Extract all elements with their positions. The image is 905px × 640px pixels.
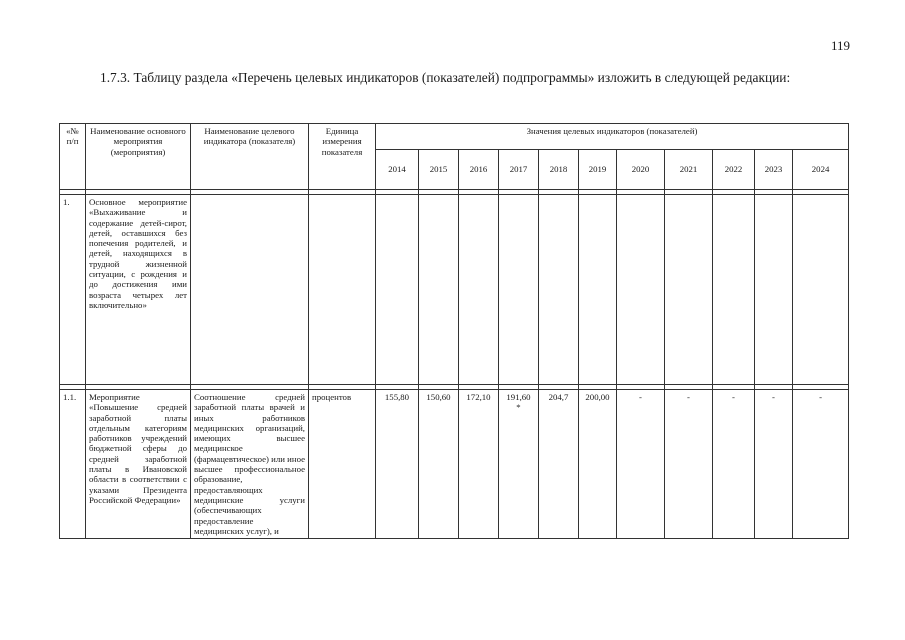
- row-num: 1.1.: [60, 390, 86, 539]
- row-value: [499, 195, 539, 385]
- indicators-table: [59, 123, 849, 539]
- row-event: Мероприятие «Повышение средней заработной платы отдельным категориям работников учреждений бюджетной сферы до средней заработной платы в Ивановской области в соответствии с указами Президента Российской Федерации»: [86, 390, 191, 539]
- row-value: [459, 195, 499, 385]
- header-year: 2020: [617, 150, 665, 190]
- row-value: 150,60: [419, 390, 459, 539]
- row-value: -: [665, 390, 713, 539]
- header-year: 2024: [793, 150, 849, 190]
- row-value: 204,7: [539, 390, 579, 539]
- row-value: [713, 195, 755, 385]
- header-year: 2017: [499, 150, 539, 190]
- row-unit: [309, 195, 376, 385]
- row-num: 1.: [60, 195, 86, 385]
- row-value: [665, 195, 713, 385]
- row-indicator: [191, 195, 309, 385]
- row-value: [376, 195, 419, 385]
- row-value: [419, 195, 459, 385]
- row-value: 191,60 *: [499, 390, 539, 539]
- row-value: [755, 195, 793, 385]
- header-year: 2019: [579, 150, 617, 190]
- row-value: 172,10: [459, 390, 499, 539]
- page-number: 119: [830, 38, 850, 53]
- row-value: [793, 195, 849, 385]
- table-row: [60, 195, 849, 385]
- header-unit: Единица измерения показателя: [309, 124, 376, 190]
- row-value: 155,80: [376, 390, 419, 539]
- row-unit: процентов: [309, 390, 376, 539]
- header-year: 2021: [665, 150, 713, 190]
- header-values-group: Значения целевых индикаторов (показателей): [376, 124, 849, 150]
- header-indicator: Наименование целевого индикатора (показателя): [191, 124, 309, 190]
- header-year: 2023: [755, 150, 793, 190]
- row-value: [539, 195, 579, 385]
- table-row: [60, 390, 849, 539]
- intro-paragraph: 1.7.3. Таблицу раздела «Перечень целевых индикаторов (показателей) подпрограммы» изложить в следующей редакции:: [100, 70, 791, 85]
- header-year: 2016: [459, 150, 499, 190]
- header-num: «№ п/п: [60, 124, 86, 190]
- header-year: 2018: [539, 150, 579, 190]
- header-event: Наименование основного мероприятия (мероприятия): [86, 124, 191, 190]
- row-value: -: [713, 390, 755, 539]
- header-year: 2014: [376, 150, 419, 190]
- header-year: 2015: [419, 150, 459, 190]
- row-value: -: [755, 390, 793, 539]
- row-value: [617, 195, 665, 385]
- row-value: -: [793, 390, 849, 539]
- row-event: Основное мероприятие «Выхаживание и содержание детей-сирот, детей, оставшихся без попечения родителей, и детей, находящихся в трудной жизненной ситуации, с рождения и до достижения ими возраста четырех лет включительно»: [86, 195, 191, 385]
- header-year: 2022: [713, 150, 755, 190]
- row-value: [579, 195, 617, 385]
- row-value: -: [617, 390, 665, 539]
- row-value: 200,00: [579, 390, 617, 539]
- row-indicator: Соотношение средней заработной платы врачей и иных работников медицинских организаций, имеющих высшее медицинское (фармацевтическое) или иное высшее профессиональное образование, предоставляющих медицинские услуги (обеспечивающих предоставление медицинских услуг), и: [191, 390, 309, 539]
